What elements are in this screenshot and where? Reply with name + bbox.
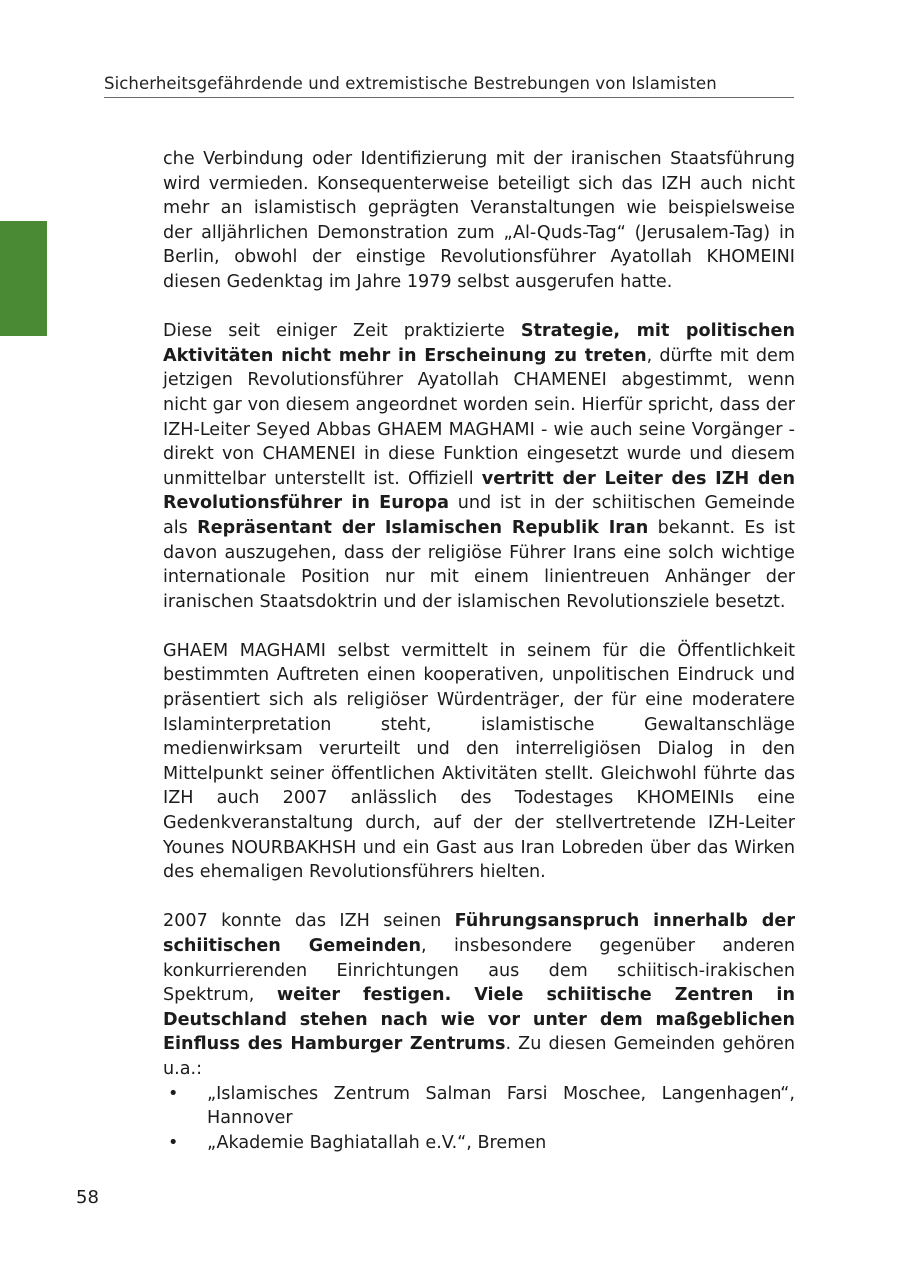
bold-text: Strategie, mit politischen Aktivitäten nicht mehr in Erscheinung zu treten (163, 321, 795, 366)
bullet-icon: • (168, 1132, 179, 1153)
bold-text: Führungsanspruch innerhalb der schiitischen Gemeinden (163, 911, 795, 956)
paragraph-1 (163, 147, 795, 295)
list-item (163, 1082, 795, 1131)
bullet-icon: • (168, 1083, 179, 1104)
paragraph-3-text: GHAEM MAGHAMI selbst vermittelt in seinem für die Öffentlichkeit bestimmten Auftreten einen kooperativen, unpolitischen Eindruck und präsentiert sich als religiöser Würdenträger, der für eine moderatere Islaminterpretation steht, islamistische Gewaltanschläge medienwirksam verurteilt und den interreligiösen Dialog in den Mittelpunkt seiner öffentlichen Aktivitäten stellt. Gleichwohl führte das IZH auch 2007 anlässlich des Todestages KHOMEINIs eine Gedenkveranstaltung durch, auf der der stellvertretende IZH-Leiter Younes NOURBAKHSH und ein Gast aus Iran Lobreden über das Wirken des ehemaligen Revolutionsführers hielten. (163, 640, 795, 883)
text: 2007 konnte das IZH seinen (163, 911, 455, 932)
bullet-list (163, 1082, 795, 1156)
text: , dürfte mit dem jetzigen Revolutionsführer Ayatollah CHAMENEI abgestimmt, wenn nicht gar von diesem angeordnet worden sein. Hierfür spricht, dass der IZH-Leiter Seyed Abbas GHAEM MAGHAMI - wie auch seine Vorgänger - direkt von CHAMENEI in diese Funktion eingesetzt wurde und diesem unmittelbar unterstellt ist. Offiziell (163, 345, 795, 489)
paragraph-2 (163, 319, 795, 614)
bold-text: weiter festigen. Viele schiitische Zentren in Deutschland stehen nach wie vor unter dem maßgeblichen Einfluss des Hamburger Zentrums (163, 985, 795, 1055)
bold-text: Repräsentant der Islamischen Republik Iran (197, 517, 649, 538)
text: und ist in der schiitischen Gemeinde als (163, 493, 796, 538)
text: . Zu diesen Gemeinden gehören u.a.: (163, 1034, 795, 1079)
list-item-text: „Akademie Baghiatallah e.V.“, Bremen (207, 1132, 547, 1153)
text: bekannt. Es ist davon auszugehen, dass der religiöse Führer Irans eine solch wichtige internationale Position nur mit einem linientreuen Anhänger der iranischen Staatsdoktrin und der islamischen Revolutionsziele besetzt. (163, 517, 795, 612)
running-header: Sicherheitsgefährdende und extremistische Bestrebungen von Islamisten (104, 74, 794, 98)
paragraph-3 (163, 639, 795, 885)
text: , insbesondere gegenüber anderen konkurrierenden Einrichtungen aus dem schiitisch-irakischen Spektrum, (163, 936, 795, 1006)
list-item-text: „Islamisches Zentrum Salman Farsi Moschee, Langenhagen“, Hannover (207, 1083, 795, 1129)
bold-text: vertritt der Leiter des IZH den Revolutionsführer in Europa (163, 468, 795, 514)
text: Diese seit einiger Zeit praktizierte (163, 321, 521, 342)
page-number: 58 (76, 1187, 99, 1208)
body-text (163, 147, 795, 1155)
chapter-color-tab (0, 221, 47, 336)
paragraph-1-text: che Verbindung oder Identifizierung mit der iranischen Staatsführung wird vermieden. Konsequenterweise beteiligt sich das IZH auch nicht mehr an islamistisch geprägten Veranstaltungen wie beispielsweise der alljährlichen Demonstration zum „Al-Quds-Tag“ (Jerusalem-Tag) in Berlin, obwohl der einstige Revolutionsführer Ayatollah KHOMEINI diesen Gedenktag im Jahre 1979 selbst ausgerufen hatte. (163, 149, 795, 292)
paragraph-4 (163, 909, 795, 1081)
list-item (163, 1131, 795, 1156)
